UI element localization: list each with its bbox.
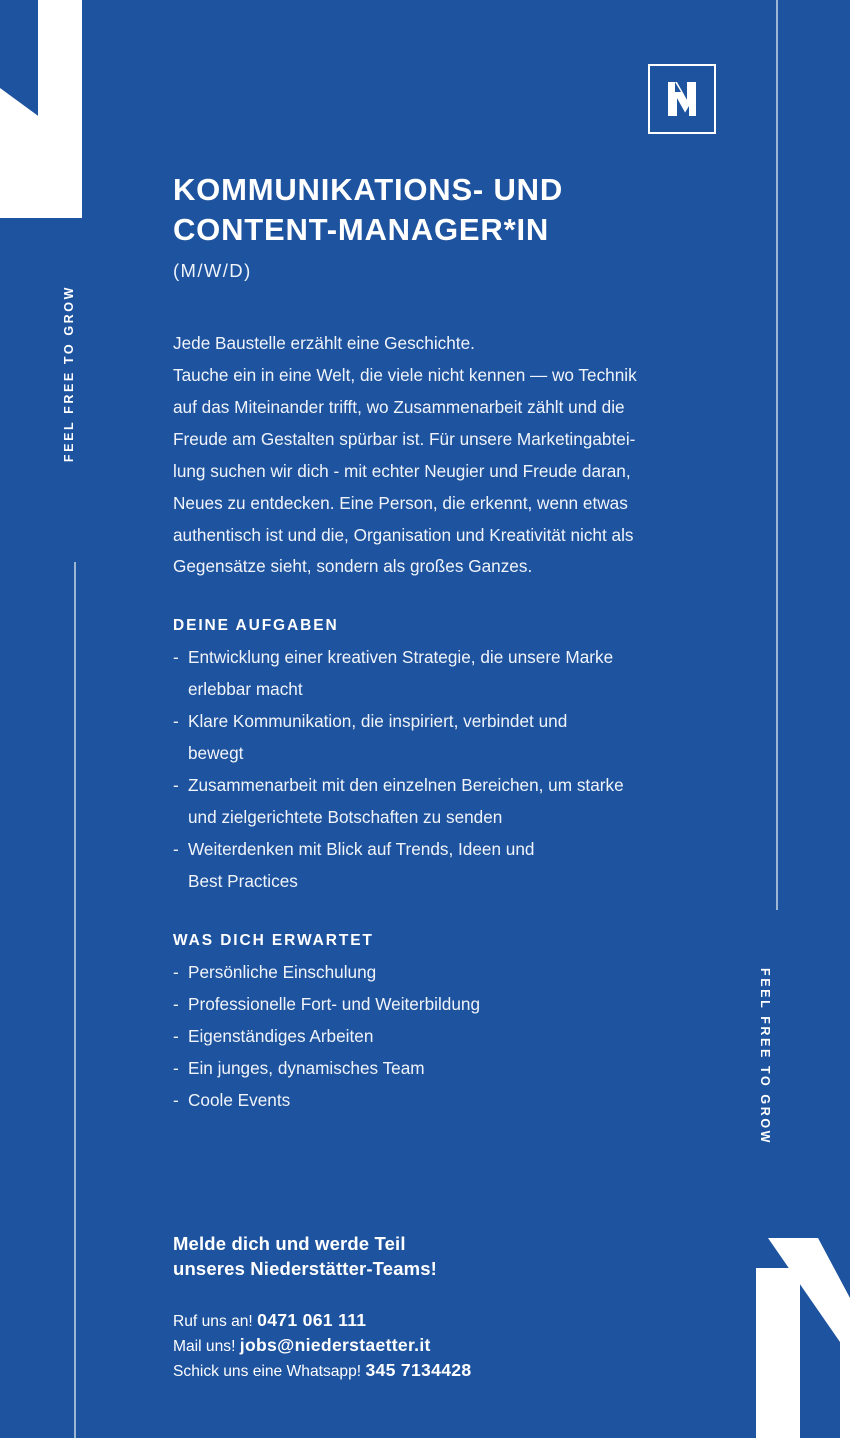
section-heading: WAS DICH ERWARTET [173,932,374,950]
cta-line-2: unseres Niederstätter-Teams! [173,1257,437,1279]
vertical-caption-right: FEEL FREE TO GROW [758,968,772,1146]
bullet-marker: - [173,711,179,732]
contact-row-email [173,1333,471,1358]
bullet-marker: - [173,647,179,668]
intro-paragraph [173,328,718,584]
vertical-rule-left [74,562,76,1438]
contact-row-phone [173,1308,471,1333]
decorative-n-mark-bottom-right [740,1230,850,1438]
bullet-marker: - [173,1058,179,1079]
bullet-marker: - [173,839,179,860]
list-item-line-1: Eigenständiges Arbeiten [188,1026,374,1047]
bullet-marker: - [173,1026,179,1047]
logo-n-icon [650,66,714,132]
contact-label: Mail uns! [173,1337,236,1355]
intro-line: Tauche ein in eine Welt, die viele nicht kennen — wo Technik [173,364,637,385]
contact-label: Schick uns eine Whatsapp! [173,1362,362,1380]
list-item [173,1053,718,1085]
bullet-marker: - [173,1090,179,1111]
main-content [173,170,718,1117]
list-item [173,706,718,770]
list-item-line-2: erlebbar macht [188,679,303,700]
list-item [173,957,718,989]
list-item [173,770,718,834]
list-item [173,834,718,898]
bullet-marker: - [173,962,179,983]
list-item-line-1: Professionelle Fort- und Weiterbildung [188,994,481,1015]
contact-value-whatsapp[interactable]: 345 7134428 [365,1359,472,1380]
contact-list [173,1308,471,1383]
list-item-line-1: Coole Events [188,1090,291,1111]
list-item-line-1: Klare Kommunikation, die inspiriert, verbindet und [188,711,568,732]
list-item-line-2: Best Practices [188,871,298,892]
contact-label: Ruf uns an! [173,1312,253,1330]
footer-contact-block [173,1232,471,1383]
company-logo [648,64,716,134]
list-item-line-2: bewegt [188,743,244,764]
vertical-rule-right [776,0,778,910]
page-title [173,170,718,251]
bullet-marker: - [173,994,179,1015]
contact-row-whatsapp [173,1358,471,1383]
intro-line: authentisch ist und die, Organisation und Kreativität nicht als [173,524,634,545]
vertical-caption-left: FEEL FREE TO GROW [62,285,76,463]
list-item-line-1: Persönliche Einschulung [188,962,377,983]
list-item [173,1021,718,1053]
intro-line: Neues zu entdecken. Eine Person, die erkennt, wenn etwas [173,492,628,513]
list-item-line-1: Weiterdenken mit Blick auf Trends, Ideen und [188,839,535,860]
intro-line: Jede Baustelle erzählt eine Geschichte. [173,332,475,353]
list-item-line-2: und zielgerichtete Botschaften zu senden [188,807,503,828]
intro-line: lung suchen wir dich - mit echter Neugier und Freude daran, [173,460,631,481]
job-title-line-2: CONTENT-MANAGER*IN [173,212,550,248]
bullet-marker: - [173,775,179,796]
section-tasks [173,617,718,898]
intro-line: Gegensätze sieht, sondern als großes Ganzes. [173,556,533,577]
contact-value-phone[interactable]: 0471 061 111 [257,1309,367,1330]
cta-line-1: Melde dich und werde Teil [173,1233,406,1254]
list-item [173,642,718,706]
decorative-n-mark-top-left [0,0,84,218]
list-item-line-1: Zusammenarbeit mit den einzelnen Bereichen, um starke [188,775,624,796]
benefits-list [173,957,718,1117]
job-subtitle: (M/W/D) [173,259,252,281]
intro-line: auf das Miteinander trifft, wo Zusammenarbeit zählt und die [173,396,625,417]
job-title-line-1: KOMMUNIKATIONS- UND [173,172,564,207]
call-to-action [173,1232,471,1282]
tasks-list [173,642,718,898]
list-item [173,1085,718,1117]
intro-line: Freude am Gestalten spürbar ist. Für unsere Marketingabtei- [173,428,636,449]
list-item [173,989,718,1021]
list-item-line-1: Ein junges, dynamisches Team [188,1058,425,1079]
contact-value-email[interactable]: jobs@niederstaetter.it [239,1334,431,1355]
section-benefits [173,932,718,1117]
list-item-line-1: Entwicklung einer kreativen Strategie, die unsere Marke [188,647,614,668]
section-heading: DEINE AUFGABEN [173,617,339,635]
